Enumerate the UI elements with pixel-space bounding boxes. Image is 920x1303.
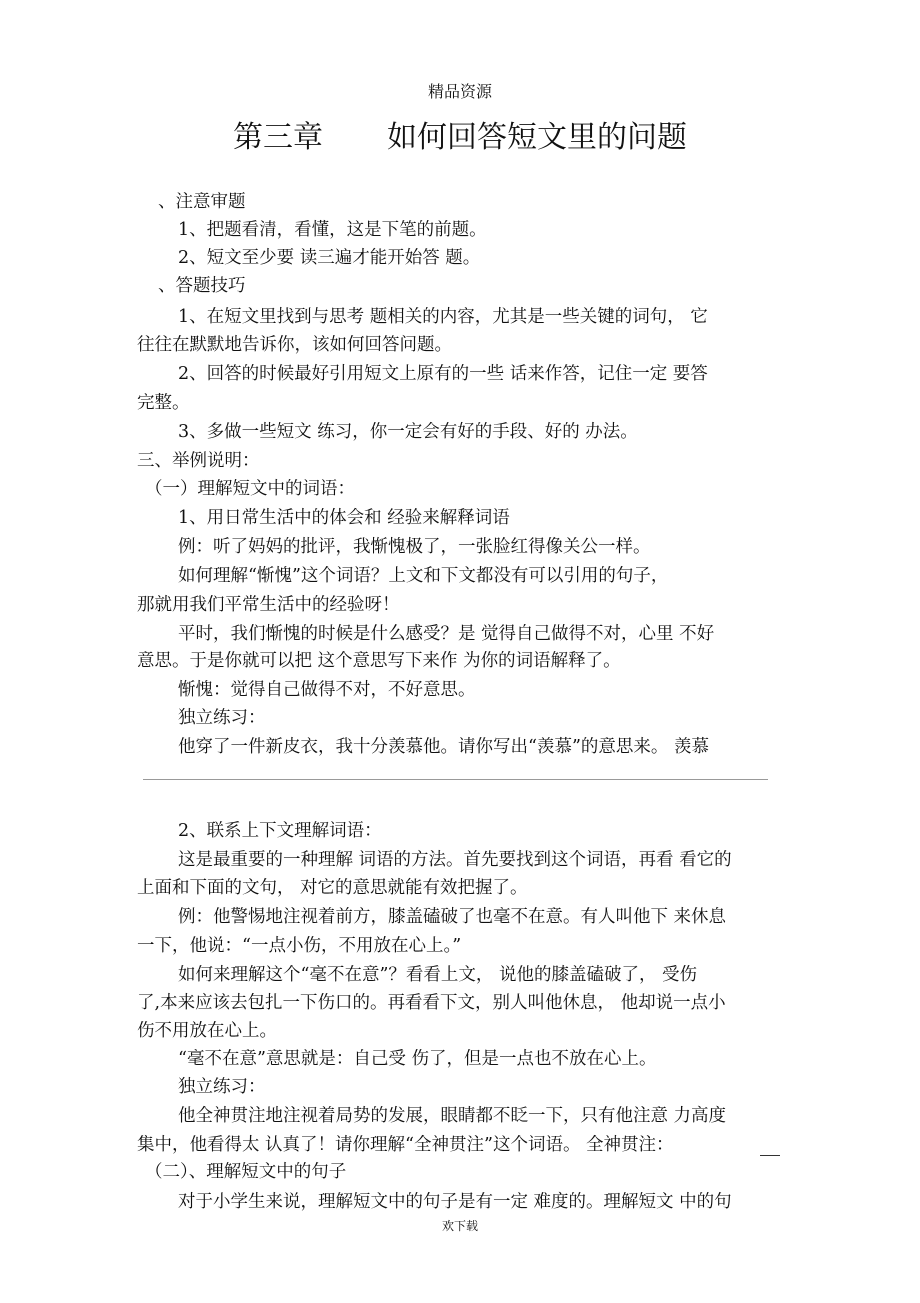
- paragraph-line: 2、联系上下文理解词语：: [178, 821, 382, 841]
- paragraph-line: 例：他警惕地注视着前方，膝盖磕破了也毫不在意。有人叫他下 来休息: [178, 907, 727, 927]
- paragraph-line: 2、短文至少要 读三遍才能开始答 题。: [178, 248, 481, 268]
- chapter-title: [0, 118, 920, 158]
- paragraph-line: 平时，我们惭愧的时候是什么感受？是 觉得自己做得不对，心里 不好: [178, 624, 715, 644]
- paragraph-line: 惭愧：觉得自己做得不对，不好意思。: [178, 680, 476, 700]
- answer-blank-short: [760, 1155, 780, 1156]
- paragraph-line: 1、用日常生活中的体会和 经验来解释词语: [178, 508, 510, 528]
- paragraph-line: 集中，他看得太 认真了！请你理解“全神贯注”这个词语。 全神贯注：: [137, 1135, 674, 1155]
- chapter-number: 第三章: [233, 120, 323, 155]
- answer-blank-line: [143, 779, 768, 780]
- chapter-heading: 如何回答短文里的问题: [387, 120, 687, 155]
- paragraph-line: 3、多做一些短文 练习，你一定会有好的手段、好的 办法。: [178, 422, 638, 442]
- section-heading-2: 、答题技巧: [158, 276, 246, 296]
- paragraph-line: 他穿了一件新皮衣，我十分羡慕他。请你写出“羡慕”的意思来。 羡慕: [178, 737, 709, 757]
- paragraph-line: 往往在默默地告诉你，该如何回答问题。: [137, 335, 452, 355]
- paragraph-line: 伤不用放在心上。: [137, 1021, 277, 1041]
- paragraph-line: 2、回答的时候最好引用短文上原有的一些 话来作答，记住一定 要答: [178, 364, 708, 384]
- paragraph-line: 他全神贯注地注视着局势的发展，眼睛都不眨一下，只有他注意 力高度: [178, 1106, 727, 1126]
- paragraph-line: 完整。: [137, 393, 190, 413]
- paragraph-line: 1、把题看清，看懂，这是下笔的前题。: [178, 220, 487, 240]
- paragraph-line: 一下，他说：“一点小伤，不用放在心上。”: [137, 936, 462, 956]
- paragraph-line: “毫不在意”意思就是：自己受 伤了，但是一点也不放在心上。: [178, 1049, 657, 1069]
- section-heading-3: 三、举例说明：: [137, 451, 260, 471]
- paragraph-line: 1、在短文里找到与思考 题相关的内容，尤其是一些关键的词句， 它: [178, 307, 708, 327]
- paragraph-line: 对于小学生来说，理解短文中的句子是有一定 难度的。理解短文 中的句: [178, 1192, 732, 1212]
- paragraph-line: 独立练习：: [178, 708, 266, 728]
- paragraph-line: 那就用我们平常生活中的经验呀！: [137, 595, 400, 615]
- paragraph-line: 例：听了妈妈的批评，我惭愧极了，一张脸红得像关公一样。: [178, 537, 651, 557]
- subsection-heading: （一）理解短文中的词语：: [145, 479, 355, 499]
- subsection-heading: （二）、理解短文中的句子: [145, 1162, 347, 1182]
- paragraph-line: 如何来理解这个“毫不在意”？看看上文， 说他的膝盖磕破了， 受伤: [178, 965, 698, 985]
- paragraph-line: 独立练习：: [178, 1077, 266, 1097]
- page-header: 精品资源: [427, 82, 492, 101]
- paragraph-line: 这是最重要的一种理解 词语的方法。首先要找到这个词语，再看 看它的: [178, 850, 732, 870]
- paragraph-line: 上面和下面的文句， 对它的意思就能有效把握了。: [137, 878, 528, 898]
- section-heading-1: 、注意审题: [158, 192, 246, 212]
- page-footer: 欢下载: [441, 1219, 478, 1233]
- paragraph-line: 意思。于是你就可以把 这个意思写下来作 为你的词语解释了。: [137, 651, 621, 671]
- paragraph-line: 了,本来应该去包扎一下伤口的。再看看下文，别人叫他休息， 他却说一点小: [137, 993, 726, 1013]
- paragraph-line: 如何理解“惭愧”这个词语？上文和下文都没有可以引用的句子，: [178, 566, 669, 586]
